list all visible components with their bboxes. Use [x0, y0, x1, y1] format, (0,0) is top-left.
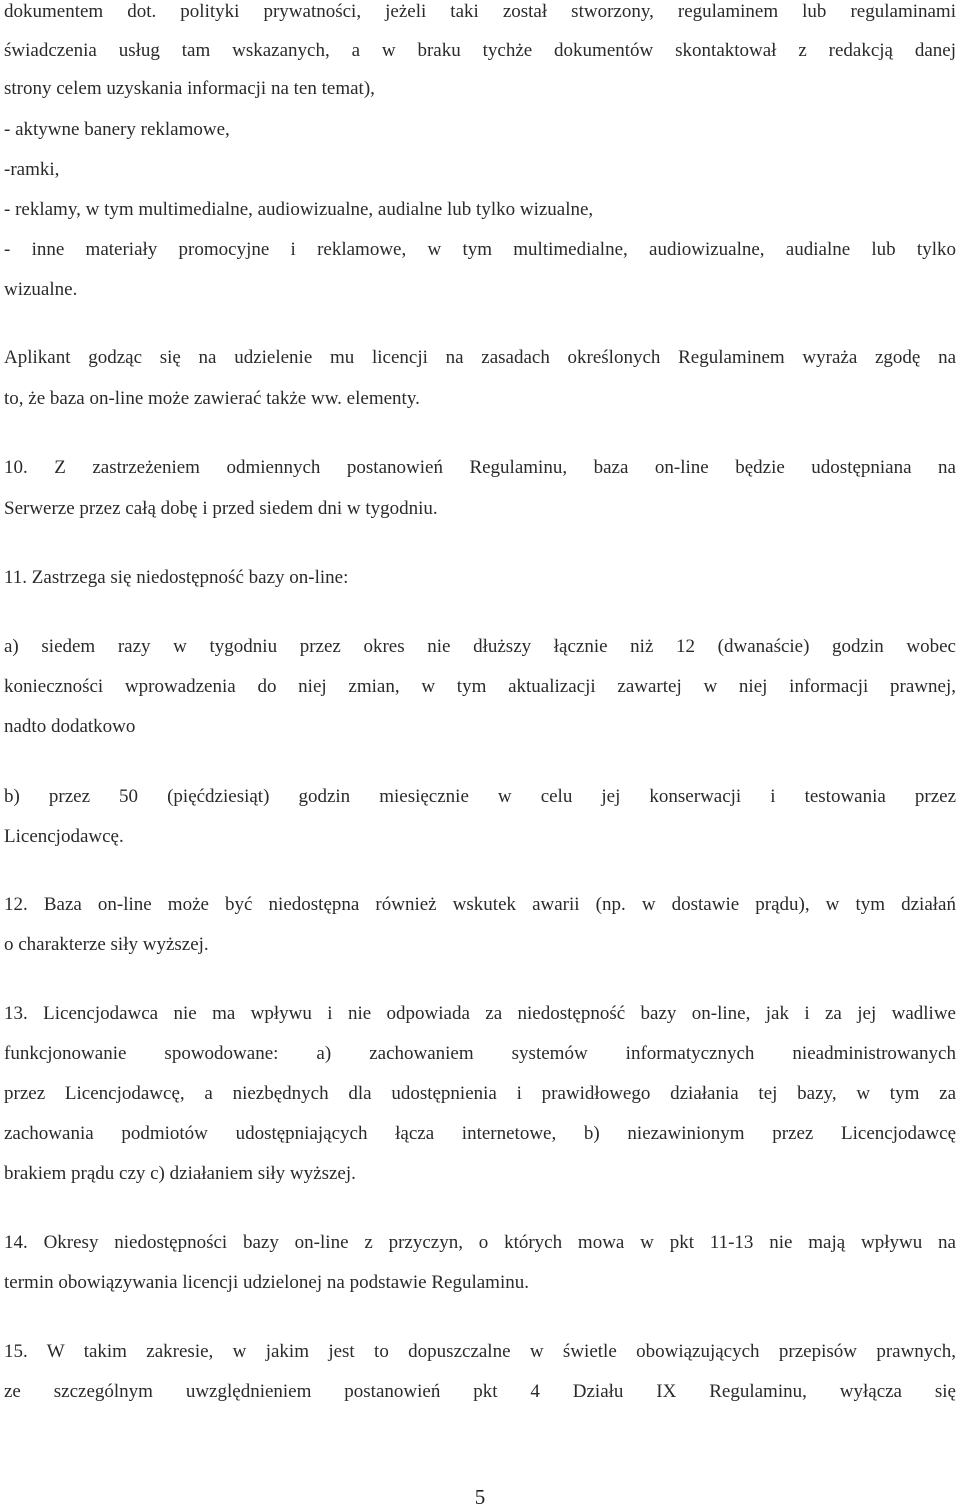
text-line: o charakterze siły wyższej.: [4, 934, 209, 955]
text-line: strony celem uzyskania informacji na ten temat),: [4, 78, 375, 99]
text-line: przez Licencjodawcę, a niezbędnych dla udostępnienia i prawidłowego działania tej bazy, w tym za: [4, 1083, 956, 1104]
text-line: termin obowiązywania licencji udzielonej na podstawie Regulaminu.: [4, 1272, 529, 1293]
text-line: Aplikant godząc się na udzielenie mu licencji na zasadach określonych Regulaminem wyraża zgodę na: [4, 347, 956, 368]
text-line: wizualne.: [4, 279, 78, 300]
text-line: - aktywne banery reklamowe,: [4, 119, 230, 140]
text-line: Licencjodawcę.: [4, 826, 124, 847]
text-line: ze szczególnym uwzględnieniem postanowień pkt 4 Działu IX Regulaminu, wyłącza się: [4, 1381, 956, 1402]
text-line: -ramki,: [4, 159, 60, 180]
text-line: funkcjonowanie spowodowane: a) zachowaniem systemów informatycznych nieadministrowanych: [4, 1043, 956, 1064]
text-line: brakiem prądu czy c) działaniem siły wyższej.: [4, 1163, 356, 1184]
text-line: b) przez 50 (pięćdziesiąt) godzin miesięcznie w celu jej konserwacji i testowania przez: [4, 786, 956, 807]
text-line: 14. Okresy niedostępności bazy on-line z przyczyn, o których mowa w pkt 11-13 nie mają wpływu na: [4, 1232, 956, 1253]
page-number: 5: [474, 1485, 486, 1509]
text-line: 10. Z zastrzeżeniem odmiennych postanowień Regulaminu, baza on-line będzie udostępniana na: [4, 457, 956, 478]
text-line: Serwerze przez całą dobę i przed siedem dni w tygodniu.: [4, 498, 438, 519]
text-line: 15. W takim zakresie, w jakim jest to dopuszczalne w świetle obowiązujących przepisów prawnych,: [4, 1341, 956, 1362]
text-line: zachowania podmiotów udostępniających łącza internetowe, b) niezawinionym przez Licencjodawcę: [4, 1123, 956, 1144]
text-line: - inne materiały promocyjne i reklamowe, w tym multimedialne, audiowizualne, audialne lub tylko: [4, 239, 956, 260]
text-line: a) siedem razy w tygodniu przez okres nie dłuższy łącznie niż 12 (dwanaście) godzin wobec: [4, 636, 956, 657]
text-line: to, że baza on-line może zawierać także ww. elementy.: [4, 388, 420, 409]
text-line: świadczenia usług tam wskazanych, a w braku tychże dokumentów skontaktował z redakcją danej: [4, 40, 956, 61]
text-line: - reklamy, w tym multimedialne, audiowizualne, audialne lub tylko wizualne,: [4, 199, 594, 220]
text-line: 12. Baza on-line może być niedostępna również wskutek awarii (np. w dostawie prądu), w tym działań: [4, 894, 956, 915]
text-line: dokumentem dot. polityki prywatności, jeżeli taki został stworzony, regulaminem lub regulaminami: [4, 1, 956, 22]
text-line: nadto dodatkowo: [4, 716, 136, 737]
text-line: konieczności wprowadzenia do niej zmian, w tym aktualizacji zawartej w niej informacji prawnej,: [4, 676, 956, 697]
text-line: 11. Zastrzega się niedostępność bazy on-line:: [4, 567, 349, 588]
text-line: 13. Licencjodawca nie ma wpływu i nie odpowiada za niedostępność bazy on-line, jak i za jej wadliwe: [4, 1003, 956, 1024]
